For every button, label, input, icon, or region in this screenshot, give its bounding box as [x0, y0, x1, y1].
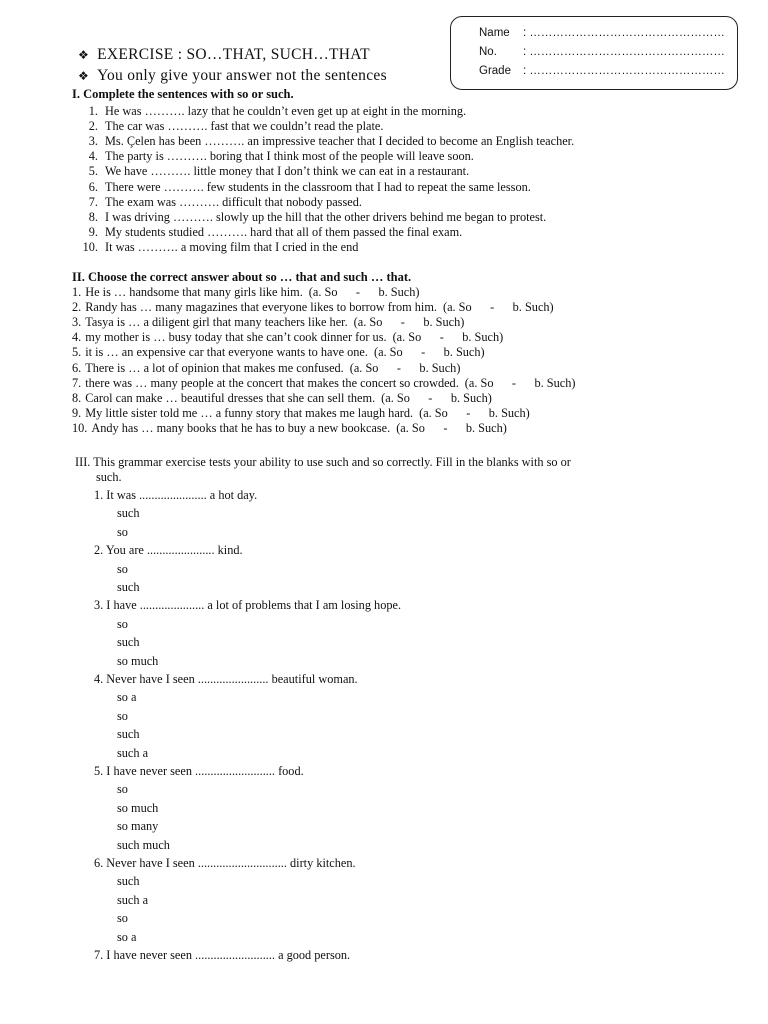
question-item: 7. I have never seen .......................... a good person.: [94, 948, 351, 962]
section-3-intro-cont: such.: [96, 470, 122, 484]
answer-option[interactable]: such a: [117, 745, 149, 760]
exercise-2-item: [72, 330, 503, 345]
item-sentence: He is … handsome that many girls like him.: [85, 285, 303, 299]
answer-choices[interactable]: (a. So - b. Such): [353, 315, 465, 330]
item-sentence: it is … an expensive car that everyone wants to have one.: [85, 345, 368, 360]
answer-choices[interactable]: (a. So - b. Such): [396, 420, 507, 435]
number-field[interactable]: : ……………………………………………: [523, 46, 725, 58]
item-number: 9.: [88, 224, 98, 239]
answer-option[interactable]: such: [117, 874, 140, 889]
item-number: 1.: [88, 104, 98, 118]
section-3-intro: III. This grammar exercise tests your ability to use such and so correctly. Fill in the blanks with so or: [75, 455, 571, 469]
answer-option[interactable]: so much: [117, 653, 159, 668]
answer-choices[interactable]: (a. So - b. Such): [381, 390, 492, 405]
item-sentence: There were ………. few students in the classroom that I had to repeat the same lesson.: [105, 179, 531, 194]
name-label: Name: [479, 27, 510, 39]
item-number: 8.: [72, 390, 82, 405]
exercise-2-item: [72, 361, 460, 376]
answer-choices[interactable]: (a. So - b. Such): [392, 330, 504, 345]
answer-option[interactable]: such: [117, 580, 140, 594]
exercise-2-item: [72, 300, 554, 315]
question-item: 6. Never have I seen ............................. dirty kitchen.: [94, 856, 356, 870]
question-item: 3. I have ..................... a lot of problems that I am losing hope.: [94, 598, 402, 613]
exercise-1-item: [74, 180, 531, 195]
exercise-1-item: [74, 149, 474, 164]
number-label: No.: [479, 46, 497, 58]
item-sentence: The car was ………. fast that we couldn’t read the plate.: [105, 119, 384, 134]
answer-option[interactable]: such much: [117, 837, 170, 852]
answer-option[interactable]: so much: [117, 800, 159, 815]
item-number: 3.: [72, 315, 82, 330]
answer-option[interactable]: such: [117, 506, 140, 521]
item-sentence: Andy has … many books that he has to buy a new bookcase.: [91, 420, 391, 435]
exercise-1-item: [74, 104, 466, 119]
exercise-1-item: [74, 119, 383, 134]
answer-option[interactable]: so: [117, 782, 128, 797]
exercise-2-item: [72, 421, 507, 436]
exercise-2-item: [72, 285, 419, 300]
answer-choices[interactable]: (a. So - b. Such): [419, 405, 530, 420]
exercise-title-text: EXERCISE : SO…THAT, SUCH…THAT: [97, 46, 370, 63]
grade-field[interactable]: : ……………………………………………: [523, 65, 725, 77]
item-sentence: Ms. Çelen has been ………. an impressive teacher that I decided to become an English teacher.: [105, 134, 575, 149]
item-sentence: I was driving ………. slowly up the hill that the other drivers behind me began to protest.: [105, 209, 547, 224]
section-2-title: II. Choose the correct answer about so … that and such … that.: [72, 270, 412, 284]
item-sentence: there was … many people at the concert that makes the concert so crowded.: [85, 375, 459, 390]
item-number: 4.: [88, 149, 98, 164]
item-number: 10.: [72, 420, 88, 435]
item-number: 8.: [88, 209, 98, 224]
grade-row: [479, 65, 725, 77]
item-number: 2.: [72, 300, 82, 315]
item-number: 2.: [88, 119, 98, 134]
answer-option[interactable]: such: [117, 635, 140, 650]
item-number: 6.: [72, 360, 82, 375]
question-item: 4. Never have I seen ....................... beautiful woman.: [94, 672, 358, 686]
answer-choices[interactable]: (a. So - b. Such): [442, 300, 554, 315]
exercise-2-item: [72, 345, 485, 360]
answer-option[interactable]: so: [117, 561, 128, 576]
answer-option[interactable]: so a: [117, 690, 137, 705]
item-sentence: Carol can make … beautiful dresses that she can sell them.: [85, 390, 376, 405]
item-number: 7.: [72, 375, 82, 390]
answer-option[interactable]: such: [117, 727, 140, 742]
answer-option[interactable]: so: [117, 524, 128, 539]
item-number: 3.: [88, 134, 98, 149]
exercise-instruction: [78, 67, 387, 85]
item-number: 4.: [72, 330, 82, 345]
answer-option[interactable]: so many: [117, 819, 159, 834]
answer-option[interactable]: so: [117, 708, 128, 723]
exercise-1-item: [74, 240, 358, 255]
item-sentence: He was ………. lazy that he couldn’t even get up at eight in the morning.: [105, 104, 467, 118]
answer-choices[interactable]: (a. So - b. Such): [308, 285, 420, 299]
answer-option[interactable]: so: [117, 616, 128, 631]
question-item: 1. It was ...................... a hot day.: [94, 488, 258, 502]
answer-option[interactable]: so a: [117, 929, 137, 944]
item-number: 6.: [88, 179, 98, 194]
number-row: [479, 46, 725, 58]
question-item: 2. You are ...................... kind.: [94, 543, 243, 558]
exercise-2-item: [72, 315, 464, 330]
answer-option[interactable]: such a: [117, 892, 149, 907]
item-number: 7.: [88, 194, 98, 209]
exercise-2-item: [72, 406, 530, 421]
item-number: 9.: [72, 405, 82, 420]
diamond-bullet-icon: ❖: [78, 69, 90, 83]
name-row: [479, 27, 725, 39]
item-sentence: It was ………. a moving film that I cried in the end: [105, 239, 359, 254]
exercise-1-item: [74, 134, 574, 149]
answer-choices[interactable]: (a. So - b. Such): [464, 375, 576, 390]
item-sentence: There is … a lot of opinion that makes me confused.: [85, 360, 344, 375]
exercise-title: [78, 46, 370, 64]
question-item: 5. I have never seen .......................... food.: [94, 764, 304, 778]
answer-choices[interactable]: (a. So - b. Such): [373, 345, 485, 360]
exercise-1-item: [74, 225, 462, 240]
section-1-title: I. Complete the sentences with so or such.: [72, 87, 294, 101]
item-sentence: Randy has … many magazines that everyone likes to borrow from him.: [85, 300, 437, 315]
item-sentence: My students studied ………. hard that all of them passed the final exam.: [105, 224, 463, 239]
item-number: 5.: [72, 345, 82, 360]
item-sentence: my mother is … busy today that she can’t cook dinner for us.: [85, 330, 387, 345]
item-number: 1.: [72, 285, 82, 299]
item-number: 10.: [82, 239, 98, 254]
exercise-2-item: [72, 391, 492, 406]
answer-choices[interactable]: (a. So - b. Such): [349, 360, 461, 375]
exercise-1-item: [74, 210, 546, 225]
diamond-bullet-icon: ❖: [78, 48, 90, 62]
grade-label: Grade: [479, 65, 511, 77]
item-sentence: My little sister told me … a funny story that makes me laugh hard.: [85, 405, 414, 420]
exercise-instruction-text: You only give your answer not the sentences: [97, 67, 387, 84]
exercise-1-item: [74, 164, 469, 179]
exercise-1-item: [74, 195, 362, 210]
item-sentence: We have ………. little money that I don’t think we can eat in a restaurant.: [105, 164, 470, 179]
item-sentence: The exam was ………. difficult that nobody passed.: [105, 194, 362, 209]
exercise-2-item: [72, 376, 575, 391]
item-sentence: The party is ………. boring that I think most of the people will leave soon.: [105, 149, 474, 164]
student-info-box: [450, 16, 738, 90]
item-number: 5.: [88, 164, 98, 179]
name-field[interactable]: : ……………………………………………: [523, 27, 725, 39]
answer-option[interactable]: so: [117, 911, 128, 926]
item-sentence: Tasya is … a diligent girl that many teachers like her.: [85, 315, 348, 330]
